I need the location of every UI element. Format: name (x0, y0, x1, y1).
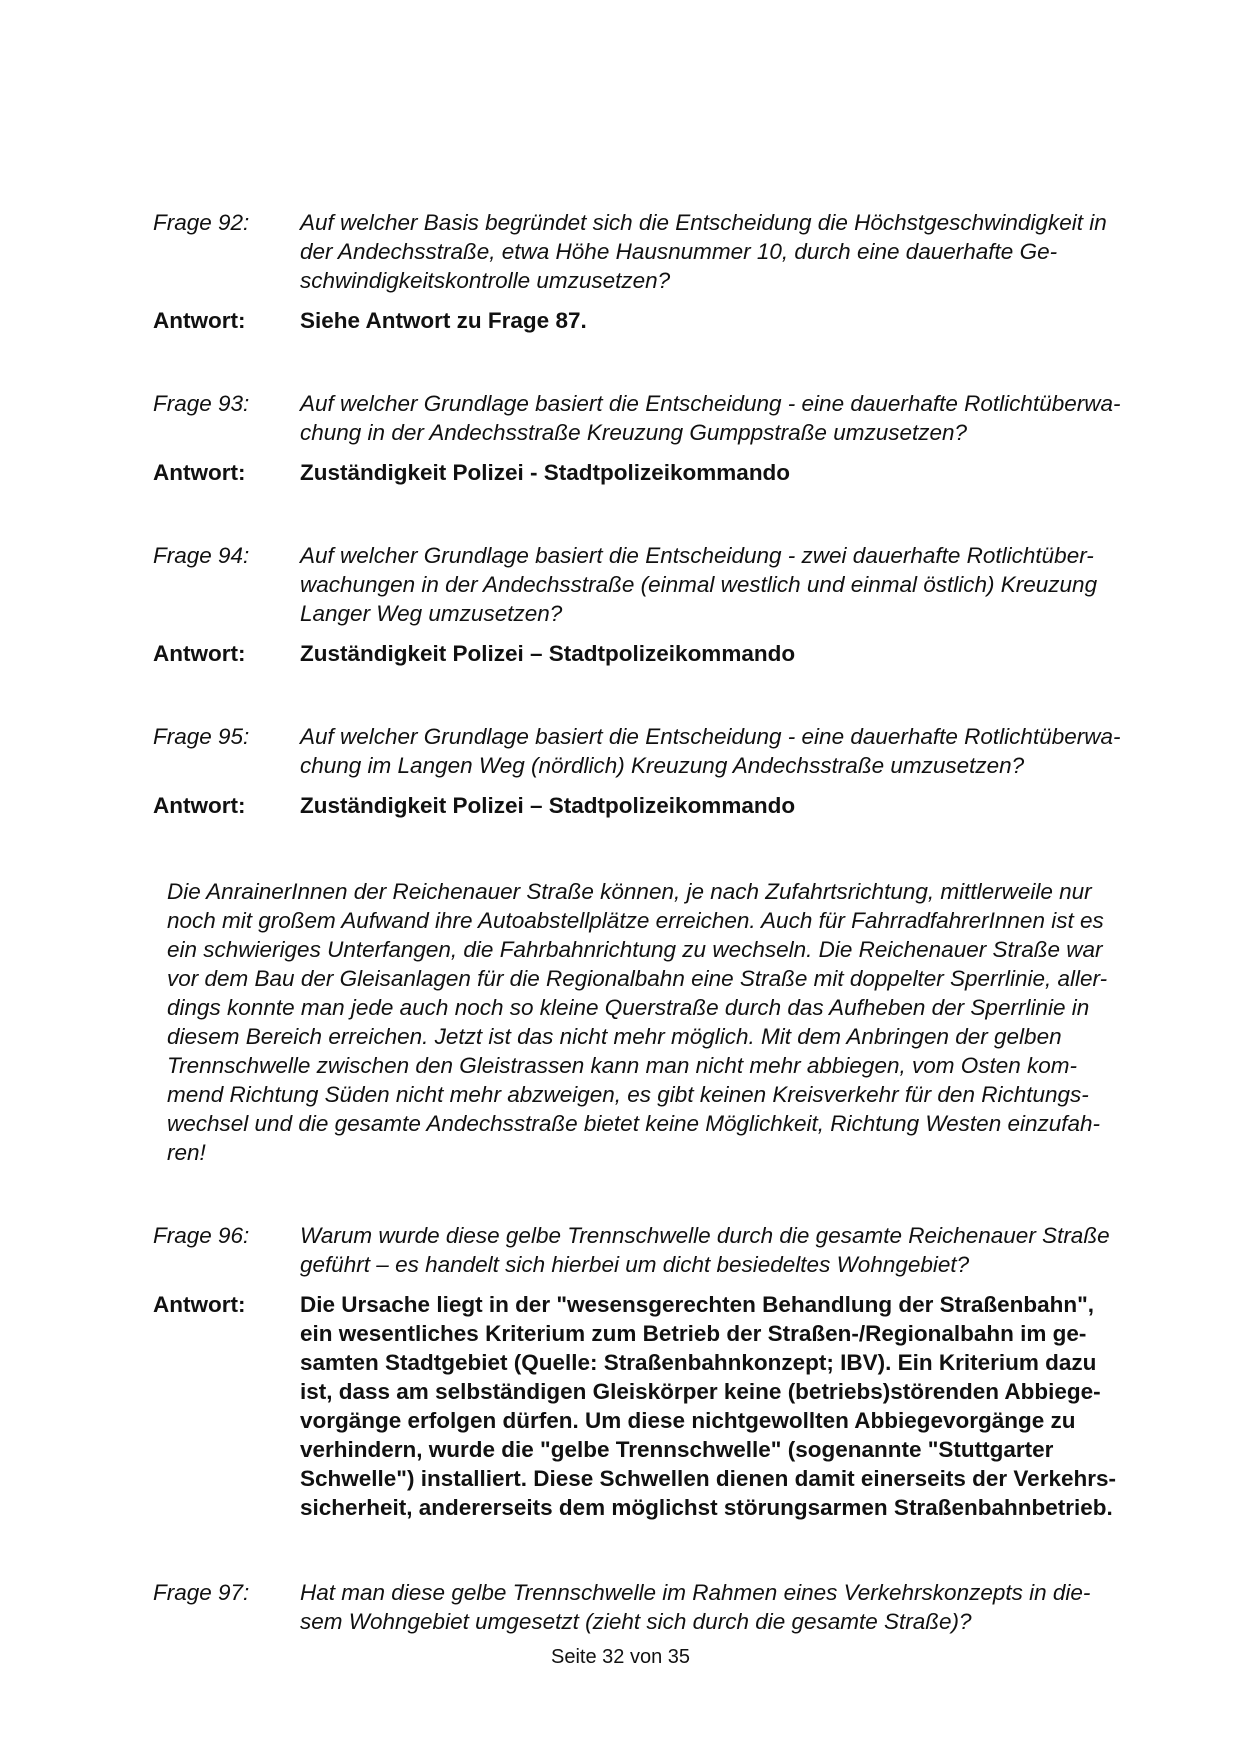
paragraph-line: diesem Bereich erreichen. Jetzt ist das nicht mehr möglich. Mit dem Anbringen der gelben (167, 1024, 1062, 1049)
question-label: Frage 97: (153, 1580, 250, 1605)
answer-line: Siehe Antwort zu Frage 87. (300, 308, 587, 333)
answer-line: sicherheit, andererseits dem möglichst störungsarmen Straßenbahnbetrieb. (300, 1495, 1113, 1520)
question-text (300, 541, 1135, 628)
question-line: chung im Langen Weg (nördlich) Kreuzung Andechsstraße umzusetzen? (300, 753, 1025, 778)
answer-line: Zuständigkeit Polizei – Stadtpolizeikommando (300, 641, 796, 666)
question-label: Frage 96: (153, 1223, 250, 1248)
question-text (300, 208, 1135, 295)
question-label: Frage 93: (153, 391, 250, 416)
answer-label: Antwort: (153, 460, 246, 485)
paragraph-line: noch mit großem Aufwand ihre Autoabstellplätze erreichen. Auch für FahrradfahrerInnen ist es (167, 908, 1104, 933)
answer-text (300, 458, 1135, 487)
question-text (300, 389, 1135, 447)
paragraph-line: mend Richtung Süden nicht mehr abzweigen, es gibt keinen Kreisverkehr für den Richtungs- (167, 1082, 1089, 1107)
question-line: Hat man diese gelbe Trennschwelle im Rahmen eines Verkehrskonzepts in die- (300, 1580, 1091, 1605)
question-line: chung in der Andechsstraße Kreuzung Gumppstraße umzusetzen? (300, 420, 968, 445)
answer-line: vorgänge erfolgen dürfen. Um diese nichtgewollten Abbiegevorgänge zu (300, 1408, 1076, 1433)
question-line: Auf welcher Grundlage basiert die Entscheidung - eine dauerhafte Rotlichtüberwa- (300, 724, 1121, 749)
answer-text (300, 306, 1135, 335)
paragraph-line: ren! (167, 1140, 206, 1165)
question-line: sem Wohngebiet umgesetzt (zieht sich durch die gesamte Straße)? (300, 1609, 972, 1634)
answer-label: Antwort: (153, 641, 246, 666)
answer-line: samten Stadtgebiet (Quelle: Straßenbahnkonzept; IBV). Ein Kriterium dazu (300, 1350, 1097, 1375)
paragraph-line: dings konnte man jede auch noch so kleine Querstraße durch das Aufheben der Sperrlinie in (167, 995, 1090, 1020)
page-number-footer: Seite 32 von 35 (551, 1646, 690, 1668)
paragraph-line: wechsel und die gesamte Andechsstraße bietet keine Möglichkeit, Richtung Westen einzufah- (167, 1111, 1101, 1136)
answer-text (300, 1290, 1135, 1522)
answer-label: Antwort: (153, 308, 246, 333)
answer-line: verhindern, wurde die "gelbe Trennschwelle" (sogenannte "Stuttgarter (300, 1437, 1054, 1462)
question-line: Langer Weg umzusetzen? (300, 601, 563, 626)
question-line: schwindigkeitskontrolle umzusetzen? (300, 268, 671, 293)
paragraph-line: Die AnrainerInnen der Reichenauer Straße können, je nach Zufahrtsrichtung, mittlerweile nur (167, 879, 1092, 904)
question-line: Auf welcher Grundlage basiert die Entscheidung - zwei dauerhafte Rotlichtüber- (300, 543, 1094, 568)
question-line: wachungen in der Andechsstraße (einmal westlich und einmal östlich) Kreuzung (300, 572, 1098, 597)
question-line: Auf welcher Basis begründet sich die Entscheidung die Höchstgeschwindigkeit in (300, 210, 1107, 235)
answer-line: Zuständigkeit Polizei – Stadtpolizeikommando (300, 793, 796, 818)
paragraph-line: vor dem Bau der Gleisanlagen für die Regionalbahn eine Straße mit doppelter Sperrlinie, aller- (167, 966, 1108, 991)
question-line: Auf welcher Grundlage basiert die Entscheidung - eine dauerhafte Rotlichtüberwa- (300, 391, 1121, 416)
answer-line: Schwelle") installiert. Diese Schwellen dienen damit einerseits der Verkehrs- (300, 1466, 1116, 1491)
paragraph-line: ein schwieriges Unterfangen, die Fahrbahnrichtung zu wechseln. Die Reichenauer Straße war (167, 937, 1103, 962)
question-line: geführt – es handelt sich hierbei um dicht besiedeltes Wohngebiet? (300, 1252, 970, 1277)
answer-line: ist, dass am selbständigen Gleiskörper keine (betriebs)störenden Abbiege- (300, 1379, 1101, 1404)
question-text (300, 722, 1135, 780)
question-label: Frage 94: (153, 543, 250, 568)
answer-line: Die Ursache liegt in der "wesensgerechten Behandlung der Straßenbahn", (300, 1292, 1095, 1317)
question-line: Warum wurde diese gelbe Trennschwelle durch die gesamte Reichenauer Straße (300, 1223, 1110, 1248)
answer-line: Zuständigkeit Polizei - Stadtpolizeikommando (300, 460, 791, 485)
answer-text (300, 791, 1135, 820)
answer-text (300, 639, 1135, 668)
context-paragraph (167, 877, 1137, 1167)
question-label: Frage 95: (153, 724, 250, 749)
paragraph-line: Trennschwelle zwischen den Gleistrassen kann man nicht mehr abbiegen, vom Osten kom- (167, 1053, 1078, 1078)
question-line: der Andechsstraße, etwa Höhe Hausnummer 10, durch eine dauerhafte Ge- (300, 239, 1058, 264)
question-text (300, 1221, 1135, 1279)
answer-label: Antwort: (153, 793, 246, 818)
answer-line: ein wesentliches Kriterium zum Betrieb der Straßen-/Regionalbahn im ge- (300, 1321, 1087, 1346)
answer-label: Antwort: (153, 1292, 246, 1317)
question-text (300, 1578, 1135, 1636)
question-label: Frage 92: (153, 210, 250, 235)
